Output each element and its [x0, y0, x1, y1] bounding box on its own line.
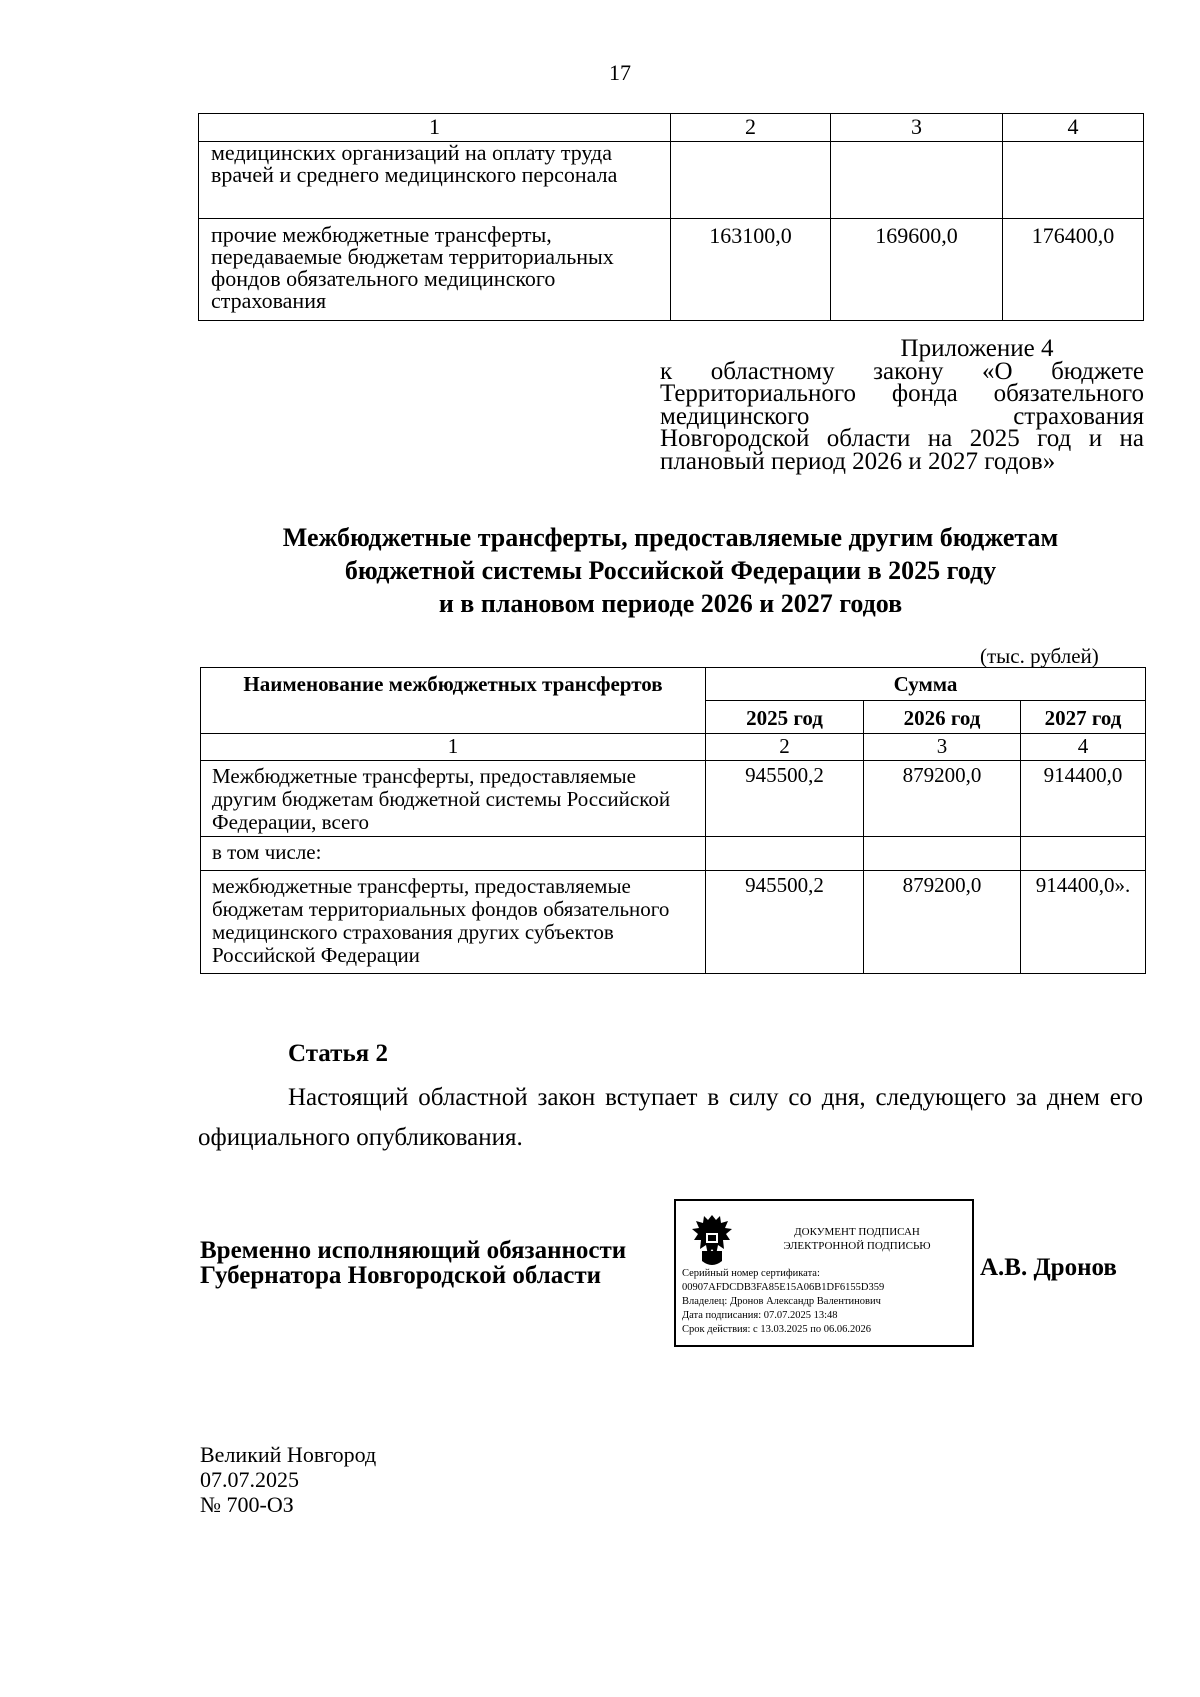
- table-row: [201, 761, 1146, 837]
- column-header-year: 2026 год: [864, 701, 1021, 734]
- footer-date: 07.07.2025: [200, 1467, 299, 1492]
- signer-position-line: Временно исполняющий обязанности: [200, 1237, 627, 1264]
- column-header-sum: Сумма: [706, 668, 1146, 701]
- page-number: 17: [609, 60, 631, 85]
- column-number: 4: [1021, 734, 1146, 761]
- appendix-line: плановый период 2026 и 2027 годов»: [660, 447, 1056, 475]
- footer-city: Великий Новгород: [200, 1442, 377, 1467]
- value-2027-cell: 914400,0: [1021, 761, 1146, 837]
- value-2027-cell: 914400,0».: [1021, 871, 1146, 974]
- transfer-name-cell: медицинских организаций на оплату труда врачей и среднего медицинского персонала: [199, 142, 671, 219]
- article-title: Статья 2: [288, 1040, 388, 1067]
- appendix-line: Территориального фонда обязательного: [660, 380, 1144, 407]
- document-heading: [198, 521, 1143, 620]
- heading-line: Межбюджетные трансферты, предоставляемые другим бюджетам: [282, 523, 1059, 552]
- signing-date: Дата подписания: 07.07.2025 13:48: [682, 1310, 838, 1321]
- heading-line: и в плановом периоде 2026 и 2027 годов: [438, 589, 903, 618]
- table-header-row: [199, 114, 1144, 142]
- transfer-name-cell: Межбюджетные трансферты, предоставляемые другим бюджетам бюджетной системы Российской Федерации, всего: [201, 761, 706, 837]
- value-2026-cell: [864, 837, 1021, 871]
- table-header-row: [201, 668, 1146, 701]
- value-2027-cell: [1003, 142, 1144, 219]
- appendix-title: Приложение 4: [900, 335, 1054, 362]
- signer-position: [200, 1238, 626, 1288]
- budget-table-continued: [198, 113, 1144, 321]
- column-number: 2: [671, 114, 831, 142]
- stamp-heading-line: ЭЛЕКТРОННОЙ ПОДПИСЬЮ: [783, 1240, 931, 1252]
- footer-law-number: № 700-ОЗ: [200, 1492, 294, 1517]
- appendix-line: к областному закону «О бюджете: [660, 357, 1144, 385]
- certificate-validity: Срок действия: с 13.03.2025 по 06.06.2026: [682, 1324, 871, 1335]
- appendix-reference: [660, 335, 1144, 475]
- value-2027-cell: 176400,0: [1003, 219, 1144, 321]
- transfers-table: [200, 667, 1146, 974]
- value-2027-cell: [1021, 837, 1146, 871]
- heading-line: бюджетной системы Российской Федерации в 2025 году: [344, 556, 997, 585]
- value-2026-cell: 879200,0: [864, 871, 1021, 974]
- signer-position-line: Губернатора Новгородской области: [200, 1262, 602, 1289]
- value-2025-cell: [706, 837, 864, 871]
- certificate-owner: Владелец: Дронов Александр Валентинович: [682, 1296, 881, 1307]
- value-2026-cell: 879200,0: [864, 761, 1021, 837]
- table-row: [199, 219, 1144, 321]
- column-number: 2: [706, 734, 864, 761]
- table-row: [201, 871, 1146, 974]
- transfer-name-cell: в том числе:: [201, 837, 706, 871]
- stamp-heading: [746, 1225, 968, 1253]
- column-header-year: 2025 год: [706, 701, 864, 734]
- document-footer: [200, 1442, 376, 1517]
- certificate-serial: 00907AFDCDB3FA85E15A06B1DF6155D359: [682, 1282, 885, 1293]
- column-number: 1: [201, 734, 706, 761]
- stamp-details: [682, 1267, 884, 1337]
- appendix-line: медицинского страхования: [660, 402, 1144, 430]
- transfer-name-cell: межбюджетные трансферты, предоставляемые бюджетам территориальных фондов обязательного медицинского страхования других субъектов Российской Федерации: [201, 871, 706, 974]
- table-row: [199, 142, 1144, 219]
- coat-of-arms-icon: [686, 1211, 738, 1271]
- appendix-line: Новгородской области на 2025 год и на: [660, 425, 1144, 452]
- electronic-signature-stamp: [674, 1199, 974, 1347]
- article-text: Настоящий областной закон вступает в силу со дня, следующего за днем его официального опубликования.: [198, 1084, 1143, 1151]
- table-numbering-row: [201, 734, 1146, 761]
- column-number: 3: [831, 114, 1003, 142]
- value-2025-cell: 945500,2: [706, 871, 864, 974]
- table-row: [201, 837, 1146, 871]
- units-label: (тыс. рублей): [980, 644, 1099, 668]
- column-header-year: 2027 год: [1021, 701, 1146, 734]
- stamp-heading-line: ДОКУМЕНТ ПОДПИСАН: [794, 1226, 920, 1238]
- value-2025-cell: 163100,0: [671, 219, 831, 321]
- value-2026-cell: [831, 142, 1003, 219]
- value-2025-cell: 945500,2: [706, 761, 864, 837]
- signer-name: А.В. Дронов: [980, 1254, 1117, 1281]
- value-2025-cell: [671, 142, 831, 219]
- certificate-serial-label: Серийный номер сертификата:: [682, 1268, 820, 1279]
- column-number: 4: [1003, 114, 1144, 142]
- value-2026-cell: 169600,0: [831, 219, 1003, 321]
- column-header-name: Наименование межбюджетных трансфертов: [201, 668, 706, 734]
- transfer-name-cell: прочие межбюджетные трансферты, передаваемые бюджетам территориальных фондов обязательного медицинского страхования: [199, 219, 671, 321]
- column-number: 1: [199, 114, 671, 142]
- column-number: 3: [864, 734, 1021, 761]
